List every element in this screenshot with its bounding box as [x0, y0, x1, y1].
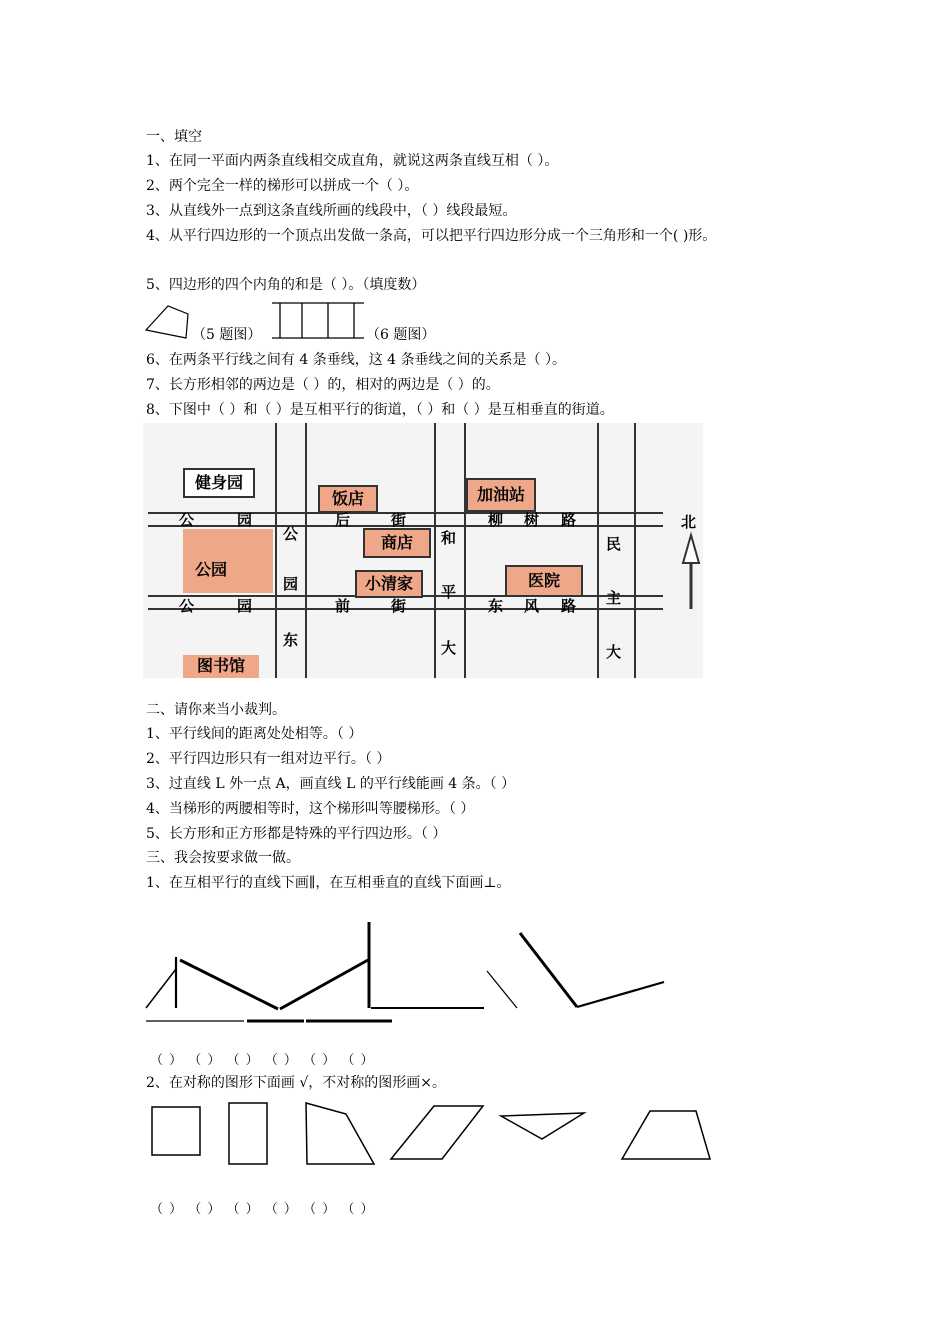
road-liushu-3: 路	[561, 511, 577, 529]
qingjia-home-label: 小清家	[355, 570, 423, 598]
parallel-lines-figure-6	[270, 300, 366, 342]
street-map	[143, 423, 703, 678]
question-2-1: 1、平行线间的距离处处相等。（ ）	[146, 726, 363, 742]
figure-5-caption: （5 题图）	[192, 327, 262, 343]
question-2-2: 2、平行四边形只有一组对边平行。（ ）	[146, 751, 391, 767]
north-label: 北	[681, 513, 697, 531]
question-1-2: 2、两个完全一样的梯形可以拼成一个（ ）。	[146, 178, 419, 194]
road-dongfeng-3: 路	[561, 597, 577, 615]
road-parkeast-3: 东	[283, 631, 299, 649]
section1-heading: 一、填空	[146, 129, 202, 145]
trapezoid-shape	[622, 1111, 710, 1159]
park-label: 公园	[195, 560, 228, 579]
road-park-bottom-2: 园	[237, 597, 253, 615]
park-area	[183, 529, 273, 593]
road-hou-1: 后	[335, 511, 351, 529]
gym-label: 健身园	[183, 468, 255, 498]
question-1-1: 1、在同一平面内两条直线相交成直角，就说这两条直线互相（ ）。	[146, 153, 559, 169]
quadrilateral-shape	[306, 1103, 374, 1164]
question-1-8: 8、下图中（ ）和（ ）是互相平行的街道，（ ）和（ ）是互相垂直的街道。	[146, 402, 614, 418]
answer-row-2[interactable]: （ ） （ ） （ ） （ ） （ ） （ ）	[150, 1202, 375, 1217]
question-1-5: 5、四边形的四个内角的和是（ ）。（填度数）	[146, 277, 426, 293]
road-heping-3: 大	[441, 639, 457, 657]
road-park-bottom-1: 公	[179, 597, 195, 615]
question-3-1: 1、在互相平行的直线下画∥，在互相垂直的直线下面画⊥。	[146, 875, 511, 891]
road-minzhu-2: 主	[606, 589, 622, 607]
road-dongfeng-1: 东	[488, 597, 504, 615]
road-dongfeng-2: 风	[524, 597, 540, 615]
question-3-2: 2、在对称的图形下面画 √，不对称的图形画×。	[146, 1075, 447, 1091]
hospital-label: 医院	[505, 565, 583, 597]
road-parkeast-2: 园	[283, 575, 299, 593]
road-liushu-1: 柳	[488, 511, 504, 529]
road-hou-2: 街	[391, 511, 407, 529]
square-shape	[152, 1107, 200, 1155]
road-heping-1: 和	[441, 529, 457, 547]
library-label: 图书馆	[183, 655, 259, 678]
quadrilateral-figure-5	[144, 300, 194, 342]
road-heping-2: 平	[441, 583, 457, 601]
gas-station-label: 加油站	[466, 478, 536, 512]
road-minzhu-3: 大	[606, 643, 622, 661]
road-liushu-2: 树	[524, 511, 540, 529]
section2-heading: 二、请你来当小裁判。	[146, 702, 286, 718]
shop-label: 商店	[363, 528, 431, 558]
section3-heading: 三、我会按要求做一做。	[146, 850, 300, 866]
road-park-top-1: 公	[179, 511, 195, 529]
question-1-4: 4、从平行四边形的一个顶点出发做一条高，可以把平行四边形分成一个三角形和一个( )形。	[146, 228, 717, 244]
road-qian-1: 前	[335, 597, 351, 615]
road-qian-2: 街	[391, 597, 407, 615]
line-pairs-figure	[140, 915, 680, 1030]
question-2-3: 3、过直线 L 外一点 A，画直线 L 的平行线能画 4 条。（ ）	[146, 776, 516, 792]
road-minzhu-1: 民	[606, 535, 622, 553]
question-1-7: 7、长方形相邻的两边是（ ）的，相对的两边是（ ）的。	[146, 377, 500, 393]
restaurant-label: 饭店	[318, 485, 378, 513]
road-parkeast-1: 公	[283, 525, 299, 543]
symmetry-shapes-figure	[140, 1098, 720, 1170]
question-2-5: 5、长方形和正方形都是特殊的平行四边形。（ ）	[146, 826, 447, 842]
question-1-6: 6、在两条平行线之间有 4 条垂线，这 4 条垂线之间的关系是（ ）。	[146, 352, 566, 368]
kite-shape	[501, 1113, 584, 1139]
rectangle-shape	[229, 1103, 267, 1164]
question-1-3: 3、从直线外一点到这条直线所画的线段中，（ ）线段最短。	[146, 203, 517, 219]
road-park-top-2: 园	[237, 511, 253, 529]
answer-row-1[interactable]: （ ） （ ） （ ） （ ） （ ） （ ）	[150, 1053, 375, 1068]
parallelogram-shape	[391, 1106, 483, 1159]
question-2-4: 4、当梯形的两腰相等时，这个梯形叫等腰梯形。（ ）	[146, 801, 475, 817]
figure-6-caption: （6 题图）	[366, 327, 436, 343]
